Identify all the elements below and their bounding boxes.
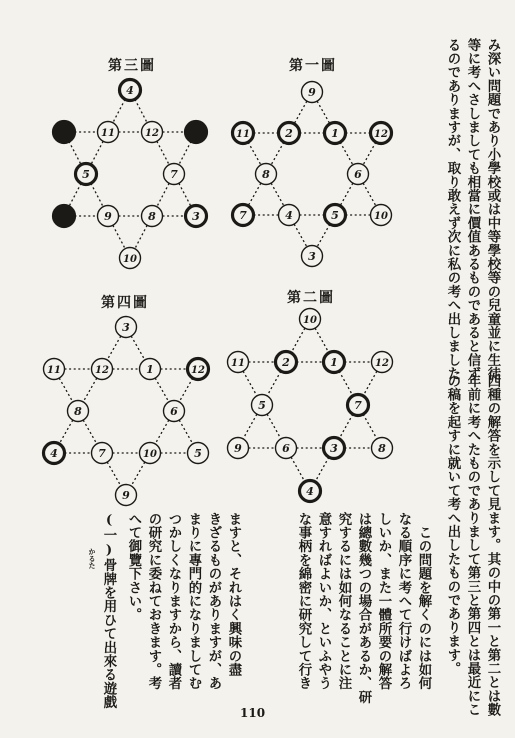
dotted-connector [339,414,353,439]
text-column: るのでありますが、取り敢えず次に私の考へ出しました [445,38,461,381]
node-number: 1 [330,356,338,369]
node-number: 7 [170,168,178,181]
node-number: 12 [374,129,388,140]
node-number: 3 [330,442,338,455]
text-column: (一)骨牌を用ひて出來る遊戲 [101,512,117,709]
text-column: な事柄を綿密に研究して行き [296,512,312,691]
node-number: 11 [236,129,250,140]
node-number: 9 [122,489,130,502]
node-number: 2 [282,356,290,369]
node-number: 4 [306,485,314,498]
text-column: 四種の解答を示して見ます。其の中の第一と第二とは數 [485,374,501,717]
node-number: 11 [231,358,245,369]
node-number: 8 [74,405,82,418]
figure-title: 第四圖 [101,295,149,311]
node-number: 9 [308,86,316,99]
dotted-connector [267,414,281,439]
node-number: 12 [375,358,389,369]
figure-title: 第一圖 [289,58,337,74]
node-number: 11 [101,128,115,139]
node-number: 11 [47,365,61,376]
node-number: 7 [98,447,106,460]
dotted-connector [243,371,257,396]
dotted-connector [267,371,281,396]
text-column: ますと、それはく興味の盡 [226,512,242,677]
node-number: 6 [354,168,362,181]
node-number: 7 [239,209,247,222]
node-number: 12 [95,365,109,376]
text-column: なる順序に考へて行けばよろ [396,512,412,691]
text-column: しいか、また一體所要の解答 [376,512,392,691]
node-number: 9 [234,442,242,455]
node-number: 12 [145,128,159,139]
text-column: 究するには如何なることに注 [336,512,352,691]
node-number: 6 [282,442,290,455]
dotted-connector [291,328,305,353]
node-number: 12 [191,365,205,376]
node-number: 1 [146,363,154,376]
text-column: の研究に委ねておきます。考 [146,512,162,691]
text-column: へて御覽下さい。 [126,512,142,622]
text-column: は總數幾つの場合があるか、研 [356,512,372,704]
dotted-connector [339,371,353,396]
node-number: 3 [122,321,130,334]
text-column: きざるものがありますが、あ [206,512,222,691]
node-number: 1 [331,127,339,140]
text-column: この問題を解くのには如何 [416,512,432,691]
furigana-ruby: かるた [88,548,97,569]
node-number: 5 [82,168,90,181]
node-number: 10 [303,315,317,326]
node-number: 6 [170,405,178,418]
dotted-connector [363,371,377,396]
text-column: の稿を起すに就いて考へ出したものであります。 [445,374,461,676]
node-number: 8 [262,168,270,181]
node-number: 10 [374,211,388,222]
dotted-connector [315,328,329,353]
dotted-connector [363,414,377,439]
text-column: 年前に考へたものでありまして第三と第四とは最近にこ [465,374,481,717]
dotted-connector [315,457,329,482]
node-number: 8 [148,210,156,223]
node-number: 5 [194,447,202,460]
figure-title: 第三圖 [108,58,156,74]
node-number: 3 [192,210,200,223]
figure-title: 第二圖 [287,290,335,306]
node-number: 10 [123,254,137,265]
page-number: 110 [240,706,266,720]
node-number: 10 [143,449,157,460]
node-number: 8 [378,442,386,455]
node-number: 4 [50,447,58,460]
node-number: 7 [354,399,362,412]
node-number: 5 [331,209,339,222]
node-number: 4 [126,84,134,97]
text-column: まりに專門的になりましてむ [186,512,202,691]
dotted-connector [291,457,305,482]
node-number: 2 [285,127,293,140]
text-column: つかしくなりますから、讀者 [166,512,182,691]
node-number: 3 [308,250,316,263]
dotted-connector [243,414,257,439]
text-column: 等に考へさしましても相當に價值あるものであると信ず [465,38,481,381]
node-number: 5 [258,399,266,412]
node-number: 9 [104,210,112,223]
node-number: 4 [285,209,293,222]
text-column: み深い問題であり小學校或は中等學校等の兒童並に生徒 [485,38,501,381]
text-column: 意すればよいか、といふやう [316,512,332,691]
